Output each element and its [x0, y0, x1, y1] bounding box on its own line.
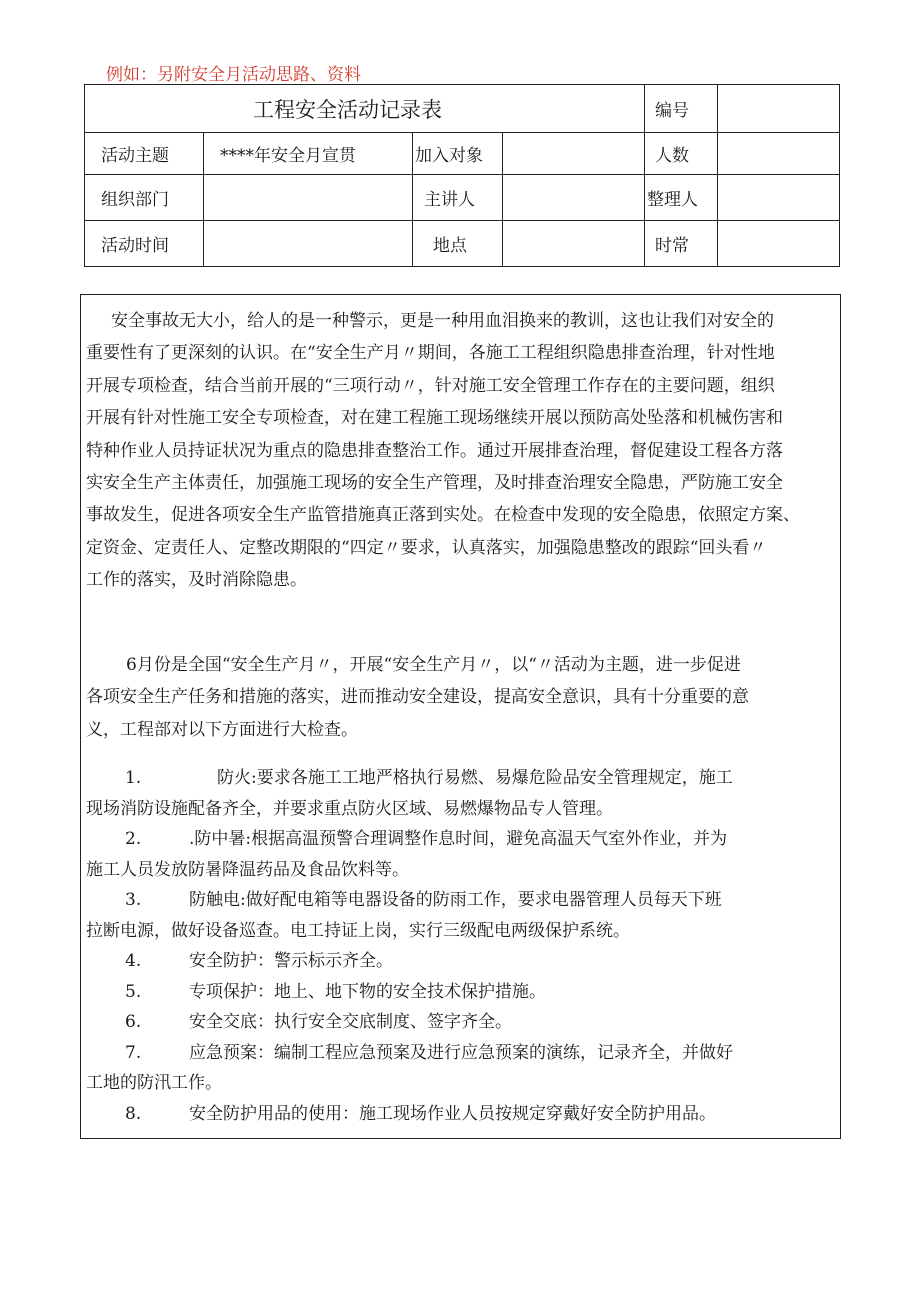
- item-text: 防火:要求各施工工地严格执行易燃、易爆危险品安全管理规定，施工: [217, 768, 733, 788]
- label-headcount: 人数: [645, 133, 718, 175]
- p1-line: 重要性有了更深刻的认识。在“安全生产月〃期间，各施工工程组织隐患排查治理，针对性地: [86, 343, 775, 364]
- form-title: 工程安全活动记录表: [85, 85, 645, 133]
- list-item: [86, 1099, 826, 1130]
- item-text: 专项保护：地上、地下物的安全技术保护措施。: [189, 981, 546, 1002]
- item-number: 2.: [125, 829, 142, 849]
- p1-line: 安全事故无大小，给人的是一种警示，更是一种用血泪换来的教训，这也让我们对安全的: [111, 311, 774, 331]
- value-participants[interactable]: [503, 133, 645, 175]
- p1-line: 实安全生产主体责任，加强施工现场的安全生产管理，及时排查治理安全隐患，严防施工安全: [86, 473, 783, 494]
- item-text: 工地的防汛工作。: [86, 1073, 222, 1093]
- p1-line: 开展专项检查，结合当前开展的“三项行动〃，针对施工安全管理工作存在的主要问题，组织: [86, 375, 775, 396]
- item-text: 安全交底：执行安全交底制度、签字齐全。: [189, 1012, 512, 1032]
- item-text: 现场消防设施配备齐全，并要求重点防火区域、易燃爆物品专人管理。: [86, 798, 613, 819]
- p1-line: 事故发生，促进各项安全生产监管措施真正落到实处。在检查中发现的安全隐患，依照定方案、: [86, 505, 800, 526]
- list-item: [86, 946, 826, 977]
- paragraph-1: [86, 305, 841, 597]
- code-label: 编号: [645, 85, 718, 133]
- item-text: 安全防护用品的使用：施工现场作业人员按规定穿戴好安全防护用品。: [189, 1103, 716, 1124]
- p1-line: 特种作业人员持证状况为重点的隐患排查整治工作。通过开展排查治理，督促建设工程各方落: [86, 440, 783, 461]
- list-item: [86, 1038, 826, 1099]
- item-text: 应急预案：编制工程应急预案及进行应急预案的演练，记录齐全，并做好: [189, 1042, 733, 1063]
- list-item: [86, 885, 826, 946]
- label-location: 地点: [413, 221, 503, 267]
- p1-line: 开展有针对性施工安全专项检查，对在建工程施工现场继续开展以预防高处坠落和机械伤害和: [86, 408, 783, 429]
- value-duration[interactable]: [718, 221, 840, 267]
- content-box: [80, 294, 841, 1139]
- item-number: 6.: [125, 1012, 142, 1032]
- value-location[interactable]: [503, 221, 645, 267]
- list-item: [86, 977, 826, 1008]
- list-item: [86, 763, 826, 824]
- record-form-table: [84, 84, 840, 267]
- item-number: 1.: [125, 768, 142, 788]
- item-number: 7.: [125, 1042, 142, 1063]
- item-number: 3.: [125, 890, 142, 910]
- p2-line: 各项安全生产任务和措施的落实，进而推动安全建设，提高安全意识，具有十分重要的意: [86, 687, 749, 708]
- list-item: [86, 1007, 826, 1038]
- label-recorder: 整理人: [645, 175, 718, 221]
- label-department: 组织部门: [85, 175, 204, 221]
- item-text: .防中暑:根据高温预警合理调整作息时间，避免高温天气室外作业，并为: [189, 829, 728, 849]
- item-text: 安全防护：警示标示齐全。: [189, 951, 393, 971]
- p1-line: 定资金、定责任人、定整改期限的“四定〃要求，认真落实，加强隐患整改的跟踪“回头看〃: [86, 537, 767, 558]
- label-duration: 时常: [645, 221, 718, 267]
- item-number: 4.: [125, 951, 142, 971]
- value-recorder[interactable]: [718, 175, 840, 221]
- label-participants: 加入对象: [413, 133, 503, 175]
- checklist: [86, 763, 826, 1129]
- code-value[interactable]: [718, 85, 840, 133]
- value-headcount[interactable]: [718, 133, 840, 175]
- item-text: 防触电:做好配电箱等电器设备的防雨工作，要求电器管理人员每天下班: [189, 890, 722, 910]
- label-speaker: 主讲人: [413, 175, 503, 221]
- item-number: 5.: [125, 981, 142, 1002]
- label-time: 活动时间: [85, 221, 204, 267]
- note-text: 例如：另附安全月活动思路、资料: [106, 65, 361, 85]
- list-item: [86, 824, 826, 885]
- value-time[interactable]: [204, 221, 413, 267]
- p2-line: 6月份是全国“安全生产月〃，开展“安全生产月〃，以“〃活动为主题，进一步促进: [126, 655, 741, 675]
- item-text: 拉断电源，做好设备巡查。电工持证上岗，实行三级配电两级保护系统。: [86, 920, 630, 941]
- paragraph-2: [86, 649, 826, 746]
- value-speaker[interactable]: [503, 175, 645, 221]
- p2-line: 义，工程部对以下方面进行大检查。: [86, 719, 358, 740]
- item-number: 8.: [125, 1103, 142, 1124]
- p1-line: 工作的落实，及时消除隐患。: [86, 570, 307, 591]
- item-text: 施工人员发放防暑降温药品及食品饮料等。: [86, 859, 409, 880]
- value-theme[interactable]: ****年安全月宣贯: [204, 133, 413, 175]
- label-theme: 活动主题: [85, 133, 204, 175]
- value-department[interactable]: [204, 175, 413, 221]
